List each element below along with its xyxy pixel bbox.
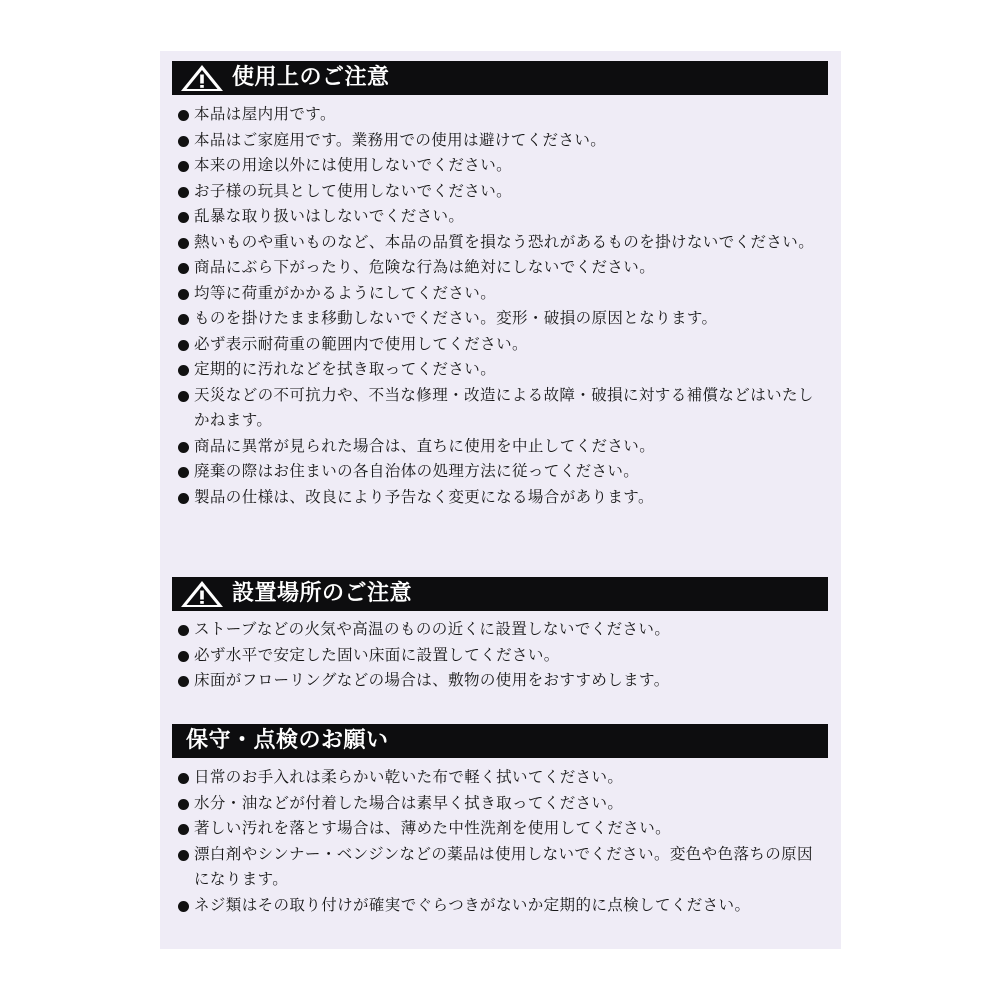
list-item <box>172 306 828 332</box>
maintenance-section <box>172 724 828 918</box>
list-item <box>172 893 828 919</box>
bullet-icon <box>178 238 189 249</box>
bullet-icon <box>178 625 189 636</box>
list-item <box>172 332 828 358</box>
list-item <box>172 281 828 307</box>
item-text: ネジ類はその取り付けが確実でぐらつきがないか定期的に点検してください。 <box>194 895 751 914</box>
item-text: 均等に荷重がかかるようにしてください。 <box>194 283 497 302</box>
precaution-list <box>172 617 828 694</box>
list-item <box>172 102 828 128</box>
item-text: 必ず表示耐荷重の範囲内で使用してください。 <box>194 334 528 353</box>
bullet-icon <box>178 187 189 198</box>
item-text: お子様の玩具として使用しないでください。 <box>194 181 513 200</box>
list-item <box>172 617 828 643</box>
section-title: 設置場所のご注意 <box>232 581 413 606</box>
bullet-icon <box>178 365 189 376</box>
precaution-list <box>172 102 828 510</box>
item-text: 乱暴な取り扱いはしないでください。 <box>194 207 465 225</box>
bullet-icon <box>178 289 189 300</box>
item-text: ものを掛けたまま移動しないでください。変形・破損の原因となります。 <box>194 309 718 327</box>
bullet-icon <box>178 391 189 402</box>
list-item <box>172 255 828 281</box>
bullet-icon <box>178 824 189 835</box>
warning-triangle-icon <box>178 579 226 609</box>
bullet-icon <box>178 850 189 861</box>
list-item <box>172 842 828 893</box>
list-item <box>172 128 828 154</box>
usage-precautions-section <box>172 61 828 510</box>
bullet-icon <box>178 799 189 810</box>
item-text: 本品は屋内用です。 <box>194 105 336 123</box>
item-text: 商品にぶら下がったり、危険な行為は絶対にしないでください。 <box>194 258 656 276</box>
item-text: 本品はご家庭用です。業務用での使用は避けてください。 <box>194 130 607 149</box>
bullet-icon <box>178 161 189 172</box>
bullet-icon <box>178 493 189 504</box>
list-item <box>172 357 828 383</box>
list-item <box>172 643 828 669</box>
bullet-icon <box>178 212 189 223</box>
list-item <box>172 383 828 434</box>
bullet-icon <box>178 651 189 662</box>
list-item <box>172 765 828 791</box>
bullet-icon <box>178 676 189 687</box>
item-text: 漂白剤やシンナー・ベンジンなどの薬品は使用しないでください。変色や色落ちの原因になります。 <box>194 844 813 888</box>
list-item <box>172 153 828 179</box>
list-item <box>172 179 828 205</box>
bullet-icon <box>178 773 189 784</box>
section-heading-bar <box>172 61 828 95</box>
section-title: 使用上のご注意 <box>232 65 390 90</box>
item-text: 天災などの不可抗力や、不当な修理・改造による故障・破損に対する補償などはいたしかねます。 <box>194 385 814 429</box>
list-item <box>172 816 828 842</box>
section-heading-bar <box>172 577 828 611</box>
item-text: 水分・油などが付着した場合は素早く拭き取ってください。 <box>194 793 624 812</box>
item-text: 廃棄の際はお住まいの各自治体の処理方法に従ってください。 <box>194 462 640 480</box>
item-text: 著しい汚れを落とす場合は、薄めた中性洗剤を使用してください。 <box>194 819 672 837</box>
bullet-icon <box>178 263 189 274</box>
item-text: 本来の用途以外には使用しないでください。 <box>194 156 513 174</box>
section-heading-bar <box>172 724 828 758</box>
item-text: 日常のお手入れは柔らかい乾いた布で軽く拭いてください。 <box>194 768 624 786</box>
list-item <box>172 485 828 511</box>
item-text: 必ず水平で安定した固い床面に設置してください。 <box>194 645 560 664</box>
bullet-icon <box>178 442 189 453</box>
bullet-icon <box>178 467 189 478</box>
list-item <box>172 434 828 460</box>
maintenance-list <box>172 765 828 918</box>
item-text: 定期的に汚れなどを拭き取ってください。 <box>194 360 497 378</box>
list-item <box>172 230 828 256</box>
bullet-icon <box>178 314 189 325</box>
list-item <box>172 668 828 694</box>
item-text: ストーブなどの火気や高温のものの近くに設置しないでください。 <box>194 620 671 638</box>
bullet-icon <box>178 110 189 121</box>
list-item <box>172 459 828 485</box>
bullet-icon <box>178 340 189 351</box>
list-item <box>172 204 828 230</box>
item-text: 商品に異常が見られた場合は、直ちに使用を中止してください。 <box>194 436 656 455</box>
item-text: 床面がフローリングなどの場合は、敷物の使用をおすすめします。 <box>194 671 670 689</box>
item-text: 熱いものや重いものなど、本品の品質を損なう恐れがあるものを掛けないでください。 <box>194 232 815 251</box>
installation-precautions-section <box>172 577 828 694</box>
item-text: 製品の仕様は、改良により予告なく変更になる場合があります。 <box>194 487 654 506</box>
warning-triangle-icon <box>178 63 226 93</box>
bullet-icon <box>178 901 189 912</box>
bullet-icon <box>178 136 189 147</box>
list-item <box>172 791 828 817</box>
section-title: 保守・点検のお願い <box>186 728 389 753</box>
